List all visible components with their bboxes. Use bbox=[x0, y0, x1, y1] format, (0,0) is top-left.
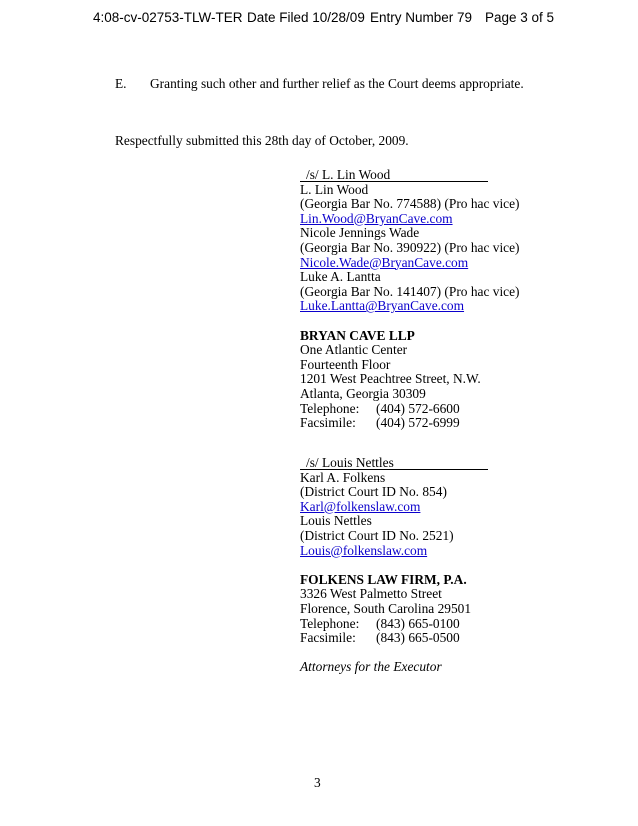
attorney-email-link[interactable]: Luke.Lantta@BryanCave.com bbox=[300, 298, 465, 314]
signature-line bbox=[300, 456, 471, 471]
relief-text: Granting such other and further relief as the Court deems appropriate. bbox=[150, 76, 524, 91]
attorney-lines bbox=[300, 183, 520, 314]
telephone-label: Telephone: bbox=[300, 400, 360, 416]
attorney-line: (Georgia Bar No. 141407) (Pro hac vice) bbox=[300, 283, 520, 299]
submitted-line: Respectfully submitted this 28th day of October, 2009. bbox=[115, 133, 409, 148]
attorney-line: Karl A. Folkens bbox=[300, 469, 386, 485]
signature-underline bbox=[300, 181, 488, 182]
address-line: One Atlantic Center bbox=[300, 342, 408, 358]
telephone-label: Telephone: bbox=[300, 615, 360, 631]
address-line: Atlanta, Georgia 30309 bbox=[300, 385, 426, 401]
attorney-email-link[interactable]: Louis@folkenslaw.com bbox=[300, 542, 428, 558]
case-number: 4:08-cv-02753-TLW-TER bbox=[93, 10, 243, 25]
facsimile-label: Facsimile: bbox=[300, 415, 356, 431]
attorney-email-link[interactable]: Karl@folkenslaw.com bbox=[300, 498, 421, 514]
telephone-number: (843) 665-0100 bbox=[376, 615, 460, 631]
signature-text: /s/ Louis Nettles bbox=[306, 455, 394, 470]
firm-address bbox=[300, 587, 471, 616]
signature-block-folkens bbox=[300, 456, 471, 675]
firm-name: FOLKENS LAW FIRM, P.A. bbox=[300, 571, 467, 587]
address-line: Florence, South Carolina 29501 bbox=[300, 600, 472, 616]
attorney-line: L. Lin Wood bbox=[300, 181, 369, 197]
attorney-line: (District Court ID No. 2521) bbox=[300, 527, 454, 543]
page-info: Page 3 of 5 bbox=[485, 10, 555, 25]
facsimile-line bbox=[300, 631, 471, 646]
attorney-email-link[interactable]: Nicole.Wade@BryanCave.com bbox=[300, 254, 469, 270]
signature-block-bryan-cave bbox=[300, 168, 520, 431]
attorney-line: (Georgia Bar No. 390922) (Pro hac vice) bbox=[300, 239, 520, 255]
address-line: 1201 West Peachtree Street, N.W. bbox=[300, 371, 481, 387]
facsimile-number: (843) 665-0500 bbox=[376, 630, 460, 646]
entry-number: Entry Number 79 bbox=[370, 10, 473, 25]
address-line: 3326 West Palmetto Street bbox=[300, 586, 442, 602]
firm-address bbox=[300, 343, 520, 401]
attorney-line: (District Court ID No. 854) bbox=[300, 484, 447, 500]
firm-name: BRYAN CAVE LLP bbox=[300, 327, 415, 343]
signature-text: /s/ L. Lin Wood bbox=[306, 167, 391, 182]
facsimile-number: (404) 572-6999 bbox=[376, 415, 460, 431]
attorney-email-link[interactable]: Lin.Wood@BryanCave.com bbox=[300, 210, 453, 226]
page-number: 3 bbox=[314, 775, 321, 790]
relief-letter: E. bbox=[115, 76, 127, 91]
signature-line bbox=[300, 168, 520, 183]
attorney-lines bbox=[300, 471, 471, 559]
address-line: Fourteenth Floor bbox=[300, 356, 391, 372]
telephone-number: (404) 572-6600 bbox=[376, 400, 460, 416]
spacer bbox=[300, 558, 471, 573]
attorney-line: (Georgia Bar No. 774588) (Pro hac vice) bbox=[300, 196, 520, 212]
date-filed: Date Filed 10/28/09 bbox=[247, 10, 365, 25]
attorney-line: Louis Nettles bbox=[300, 513, 372, 529]
attorney-line: Luke A. Lantta bbox=[300, 269, 381, 285]
telephone-line bbox=[300, 402, 520, 417]
signature-underline bbox=[300, 469, 488, 470]
facsimile-label: Facsimile: bbox=[300, 630, 356, 646]
facsimile-line bbox=[300, 416, 520, 431]
spacer bbox=[300, 646, 471, 661]
attorney-line: Nicole Jennings Wade bbox=[300, 225, 420, 241]
role-line: Attorneys for the Executor bbox=[300, 659, 442, 675]
spacer bbox=[300, 314, 520, 329]
telephone-line bbox=[300, 617, 471, 632]
